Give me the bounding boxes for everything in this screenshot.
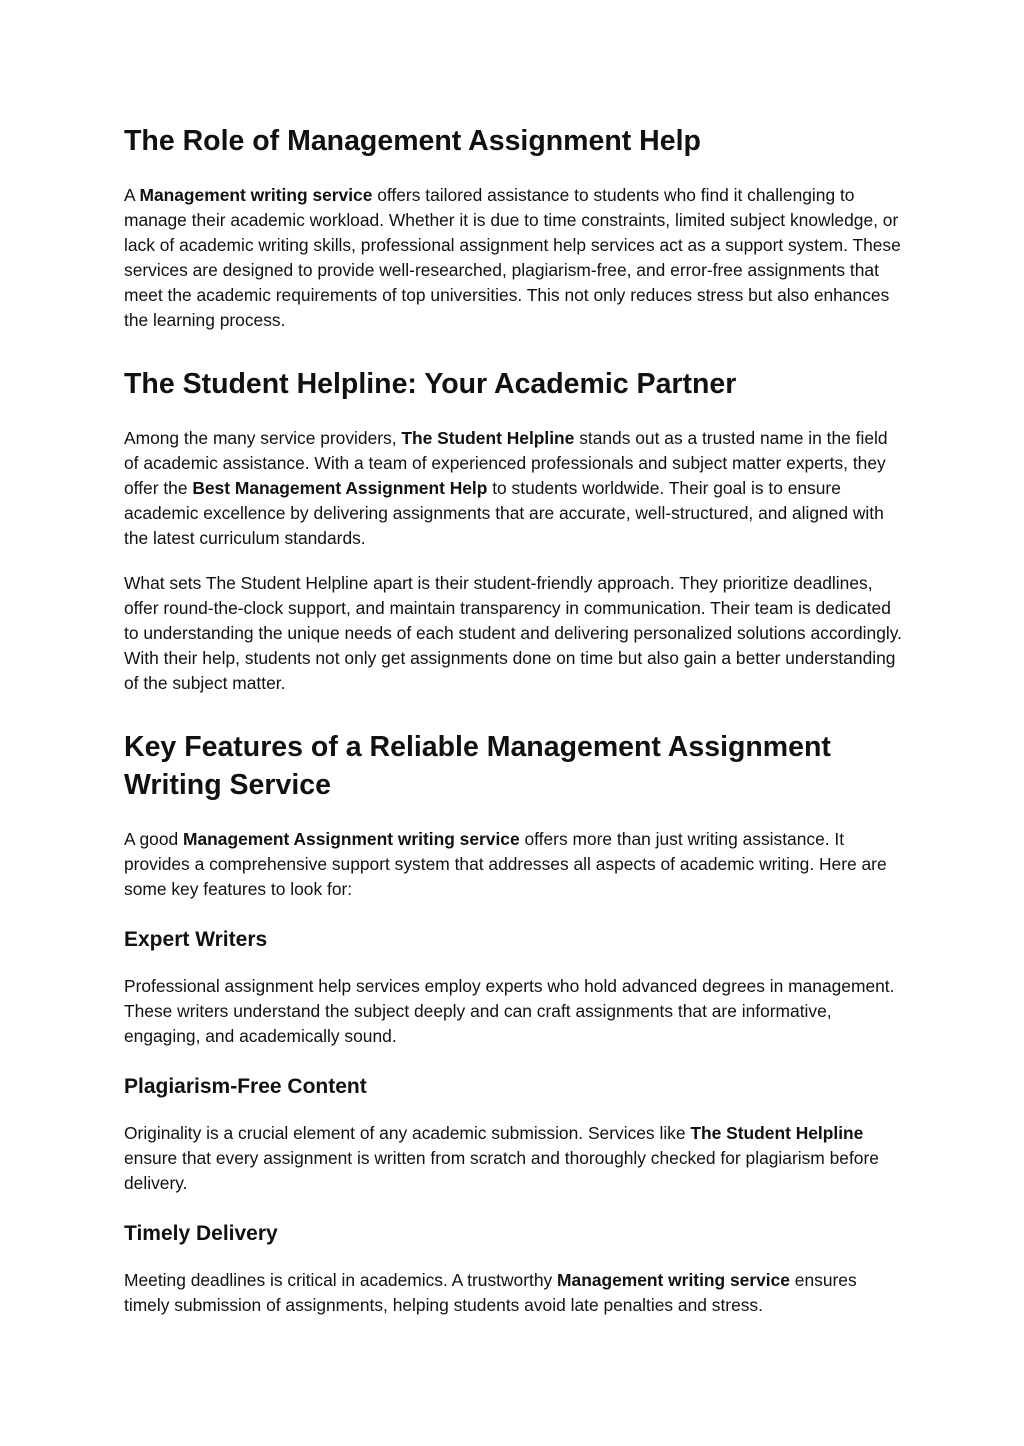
subheading-expert-writers: Expert Writers bbox=[124, 928, 268, 951]
subheading-plagiarism-free: Plagiarism-Free Content bbox=[124, 1075, 367, 1098]
text-run: A good bbox=[124, 829, 183, 849]
text-run: ensure that every assignment is written from scratch and thoroughly checked for plagiarism before delivery. bbox=[124, 1148, 879, 1193]
section-heading-key-features: Key Features of a Reliable Management Assignment Writing Service bbox=[124, 731, 831, 801]
paragraph-key-features-intro bbox=[124, 827, 904, 902]
text-run: Among the many service providers, bbox=[124, 428, 402, 448]
bold-text-run: Management writing service bbox=[557, 1270, 790, 1290]
text-run: stands out as a trusted name in the field of academic assistance. With a team of experienced professionals and subject matter experts, they offer the bbox=[124, 428, 888, 498]
text-run: Originality is a crucial element of any academic submission. Services like bbox=[124, 1123, 691, 1143]
bold-text-run: Management writing service bbox=[139, 185, 373, 205]
bold-text-run: The Student Helpline bbox=[401, 428, 575, 448]
bold-text-run: Management Assignment writing service bbox=[183, 829, 520, 849]
text-run: Meeting deadlines is critical in academics. A trustworthy bbox=[124, 1270, 558, 1290]
paragraph-helpline-approach: What sets The Student Helpline apart is their student-friendly approach. They prioritize deadlines, offer round-the-clock support, and maintain transparency in communication. Their team is dedicated to understanding the unique needs of each student and delivering personalized solutions accordingly. With their help, students not only get assignments done on time but also gain a better understanding of the subject matter. bbox=[124, 573, 902, 693]
paragraph-expert-writers: Professional assignment help services employ experts who hold advanced degrees in management. These writers understand the subject deeply and can craft assignments that are informative, engaging, and academically sound. bbox=[124, 976, 895, 1046]
section-heading-role: The Role of Management Assignment Help bbox=[124, 125, 701, 157]
bold-text-run: The Student Helpline bbox=[690, 1123, 864, 1143]
text-run: to students worldwide. Their goal is to ensure academic excellence by delivering assignments that are accurate, well-structured, and aligned with the latest curriculum standards. bbox=[124, 478, 884, 548]
paragraph-timely-delivery bbox=[124, 1268, 904, 1318]
section-heading-helpline: The Student Helpline: Your Academic Partner bbox=[124, 368, 737, 400]
bold-text-run: Best Management Assignment Help bbox=[192, 478, 488, 498]
text-run: offers tailored assistance to students who find it challenging to manage their academic workload. Whether it is due to time constraints, limited subject knowledge, or lack of academic writing skills, professional assignment help services act as a support system. These services are designed to provide well-researched, plagiarism-free, and error-free assignments that meet the academic requirements of top universities. This not only reduces stress but also enhances the learning process. bbox=[124, 185, 901, 330]
document-page bbox=[124, 120, 904, 1318]
paragraph-role-intro bbox=[124, 183, 904, 333]
text-run: A bbox=[124, 185, 140, 205]
paragraph-helpline-intro bbox=[124, 426, 904, 551]
text-run: offers more than just writing assistance. It provides a comprehensive support system that addresses all aspects of academic writing. Here are some key features to look for: bbox=[124, 829, 887, 899]
paragraph-plagiarism-free bbox=[124, 1121, 904, 1196]
subheading-timely-delivery: Timely Delivery bbox=[124, 1222, 278, 1245]
text-run: ensures timely submission of assignments, helping students avoid late penalties and stress. bbox=[124, 1270, 857, 1315]
